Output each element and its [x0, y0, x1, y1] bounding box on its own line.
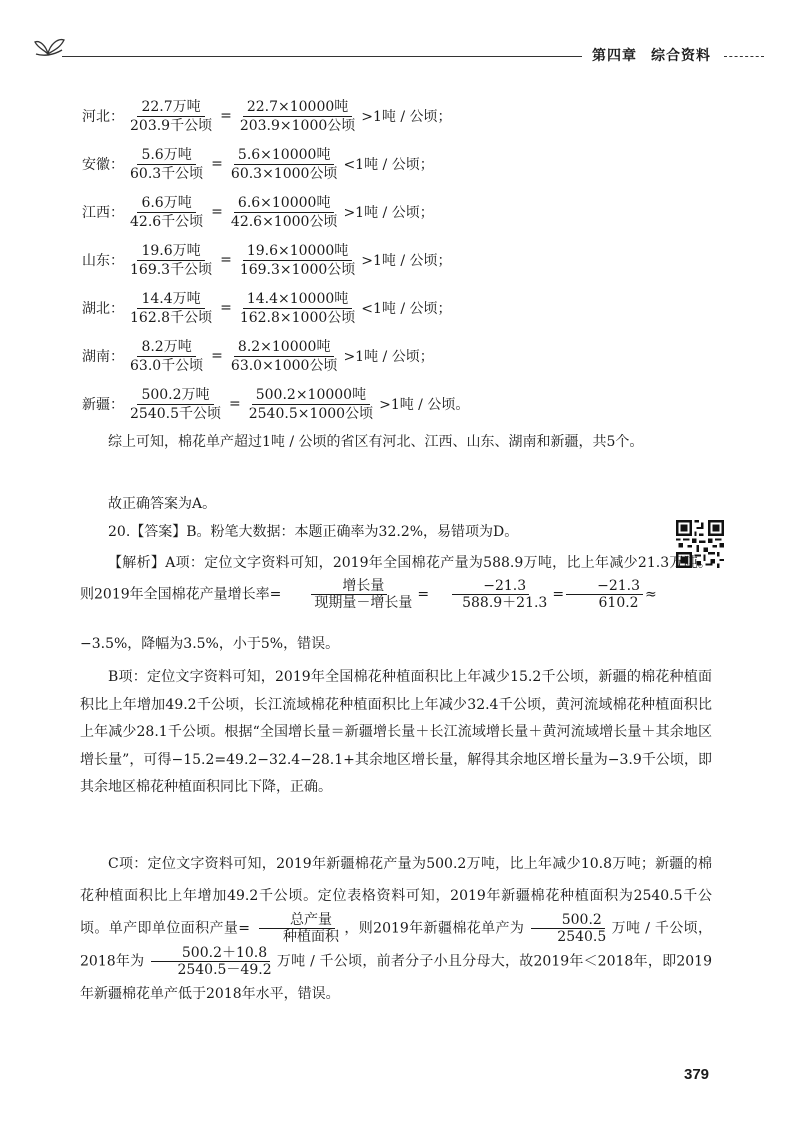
- numerator: 14.4万吨: [137, 291, 204, 309]
- numerator: 8.2万吨: [137, 339, 195, 357]
- province-label: 江西：: [82, 205, 124, 221]
- fraction: [236, 291, 359, 326]
- yield-row-hunan: 湖南： $\frac{\text{8.2万吨}}{\text{63.0千公顷}}$ = $\frac{\text{8.2×10000吨}}{\text{63.0×1000公顷}}$ >1吨 / 公顷；: [82, 338, 434, 374]
- analysis-c-text: C项：定位文字资料可知，2019年新疆棉花产量为500.2万吨，比上年减少10.8万吨；新疆的棉花种植面积比上年增加49.2千公顷。定位表格资料可知，2019年新疆棉花种植面积为2540.5千公顷。单产即单位面积产量=: [80, 856, 712, 937]
- header-rule: [62, 56, 582, 57]
- numerator: −21.3: [452, 578, 529, 595]
- yield-row-hebei: 河北： $\frac{\text{22.7万吨}}{\text{203.9千公顷}}$ = $\frac{\text{22.7×10000吨}}{\text{203.9×1000公顷}}$ >1吨 / 公顷；: [82, 98, 452, 134]
- fraction: [227, 339, 342, 374]
- province-label: 安徽：: [82, 157, 124, 173]
- denominator: 162.8千公顷: [130, 309, 213, 326]
- summary-paragraph: 综上可知，棉花单产超过1吨 / 公顷的省区有河北、江西、山东、湖南和新疆，共5个。: [108, 434, 644, 450]
- fraction: [236, 99, 359, 134]
- denominator: 2540.5×1000公顷: [248, 405, 374, 422]
- fraction: [283, 578, 415, 611]
- comparison: >1吨 / 公顷；: [361, 109, 452, 125]
- province-label: 河北：: [82, 109, 124, 125]
- numerator: 19.6×10000吨: [243, 243, 352, 261]
- numerator: 5.6万吨: [137, 147, 195, 165]
- denominator: 种植面积: [283, 929, 339, 945]
- province-label: 山东：: [82, 253, 124, 269]
- fraction: [431, 578, 550, 611]
- numerator: 19.6万吨: [137, 243, 204, 261]
- numerator: 6.6万吨: [137, 195, 195, 213]
- numerator: 22.7万吨: [137, 99, 204, 117]
- fraction: [526, 912, 609, 945]
- numerator: 500.2×10000吨: [252, 387, 370, 405]
- denominator: 42.6×1000公顷: [230, 213, 338, 230]
- numerator: 增长量: [311, 578, 387, 595]
- numerator: 8.2×10000吨: [234, 339, 335, 357]
- fraction: [126, 195, 207, 230]
- fraction: [146, 945, 274, 978]
- analysis-c-text: 万吨 / 千公顷，前者分子小且分母大，故2019年＜2018年，即2019年新疆棉花单产低于2018年水平，错误。: [80, 953, 712, 1002]
- fraction: [126, 243, 216, 278]
- analysis-a-result: −3.5%，降幅为3.5%，小于5%，错误。: [80, 636, 340, 652]
- analysis-c-text: 万吨 / 千公顷，2018年为: [80, 920, 712, 970]
- denominator: 610.2: [598, 595, 639, 611]
- denominator: 169.3千公顷: [130, 261, 213, 278]
- denominator: 588.9＋21.3: [462, 595, 548, 611]
- province-label: 新疆：: [82, 397, 124, 413]
- fraction: [236, 243, 359, 278]
- header-rule-right: [724, 56, 764, 57]
- yield-row-hubei: 湖北： $\frac{\text{14.4万吨}}{\text{162.8千公顷}}$ = $\frac{\text{14.4×10000吨}}{\text{162.8×1000公顷}}$ <1吨 / 公顷；: [82, 290, 452, 326]
- yield-row-shandong: 山东： $\frac{\text{19.6万吨}}{\text{169.3千公顷}}$ = $\frac{\text{19.6×10000吨}}{\text{169.3×1000公顷}}$ >1吨 / 公顷；: [82, 242, 452, 278]
- comparison: <1吨 / 公顷；: [343, 157, 434, 173]
- denominator: 60.3千公顷: [130, 165, 204, 182]
- fraction: [566, 578, 643, 611]
- fraction: [126, 339, 207, 374]
- denominator: 203.9×1000公顷: [239, 117, 356, 134]
- denominator: 2540.5－49.2: [177, 962, 272, 978]
- fraction: [126, 99, 216, 134]
- approx-sign: ≈: [645, 586, 657, 603]
- denominator: 60.3×1000公顷: [230, 165, 338, 182]
- sprout-icon: [32, 30, 68, 58]
- numerator: 14.4×10000吨: [243, 291, 352, 309]
- numerator: 5.6×10000吨: [234, 147, 335, 165]
- denominator: 63.0千公顷: [130, 357, 204, 374]
- comparison: <1吨 / 公顷；: [361, 301, 452, 317]
- numerator: 22.7×10000吨: [243, 99, 352, 117]
- answer-19: 故正确答案为A。: [108, 496, 217, 512]
- province-label: 湖北：: [82, 301, 124, 317]
- analysis-c: [80, 848, 712, 1010]
- analysis-a-text: 【解析】A项：定位文字资料可知，2019年全国棉花产量为588.9万吨，比上年减少21.3万吨。则2019年全国棉花产量增长率=: [80, 555, 712, 603]
- denominator: 63.0×1000公顷: [230, 357, 338, 374]
- numerator: 6.6×10000吨: [234, 195, 335, 213]
- numerator: 总产量: [259, 912, 335, 929]
- comparison: >1吨 / 公顷；: [343, 349, 434, 365]
- denominator: 现期量－增长量: [314, 595, 413, 611]
- page-number: 379: [684, 1066, 710, 1083]
- chapter-label: 第四章: [592, 48, 637, 64]
- analysis-c-text: ，则2019年新疆棉花单产为: [344, 920, 525, 937]
- section-label: 综合资料: [651, 48, 711, 64]
- comparison: >1吨 / 公顷；: [361, 253, 452, 269]
- denominator: 203.9千公顷: [130, 117, 213, 134]
- numerator: 500.2万吨: [137, 387, 213, 405]
- comparison: >1吨 / 公顷。: [379, 397, 470, 413]
- numerator: 500.2＋10.8: [151, 945, 270, 962]
- denominator: 169.3×1000公顷: [239, 261, 356, 278]
- denominator: 2540.5: [557, 929, 607, 945]
- fraction: [126, 147, 207, 182]
- yield-row-xinjiang: 新疆： $\frac{\text{500.2万吨}}{\text{2540.5千公顷}}$ = $\frac{\text{500.2×10000吨}}{\text{2540.5×1000公顷}}$ >1吨 / 公顷。: [82, 386, 470, 422]
- fraction: [126, 291, 216, 326]
- province-label: 湖南：: [82, 349, 124, 365]
- comparison: >1吨 / 公顷；: [343, 205, 434, 221]
- fraction: [227, 195, 342, 230]
- numerator: −21.3: [566, 578, 643, 595]
- fraction: [227, 147, 342, 182]
- fraction: [126, 387, 225, 422]
- yield-row-jiangxi: 江西： $\frac{\text{6.6万吨}}{\text{42.6千公顷}}$ = $\frac{\text{6.6×10000吨}}{\text{42.6×1000公顷}}$ >1吨 / 公顷；: [82, 194, 434, 230]
- denominator: 2540.5千公顷: [130, 405, 221, 422]
- denominator: 162.8×1000公顷: [239, 309, 356, 326]
- yield-row-anhui: 安徽： $\frac{\text{5.6万吨}}{\text{60.3千公顷}}$ = $\frac{\text{5.6×10000吨}}{\text{60.3×1000公顷}}$ <1吨 / 公顷；: [82, 146, 434, 182]
- analysis-b: B项：定位文字资料可知，2019年全国棉花种植面积比上年减少15.2千公顷，新疆的棉花种植面积比上年增加49.2千公顷，长江流域棉花种植面积比上年减少32.4千公顷，黄河流域棉花种植面积比上年减少28.1千公顷。根据“全国增长量＝新疆增长量＋长江流域增长量＋黄河流域增长量＋其余地区增长量”，可得−15.2=49.2−32.4−28.1+其余地区增长量，解得其余地区增长量为−3.9千公顷，即其余地区棉花种植面积同比下降，正确。: [80, 669, 712, 795]
- fraction: [245, 387, 377, 422]
- denominator: 42.6千公顷: [130, 213, 204, 230]
- analysis-a: 【解析】A项：定位文字资料可知，2019年全国棉花产量为588.9万吨，比上年减少21.3万吨。则2019年全国棉花产量增长率= 增长量 现期量－增长量 = $\frac{-21.3}{588.9+21.3}$ = $\frac{-21.3}{610.2}$ ≈: [80, 555, 712, 611]
- fraction: [252, 912, 342, 945]
- answer-20: 20.【答案】B。粉笔大数据：本题正确率为32.2%，易错项为D。: [108, 524, 519, 540]
- running-header: [592, 45, 725, 65]
- numerator: 500.2: [531, 912, 605, 929]
